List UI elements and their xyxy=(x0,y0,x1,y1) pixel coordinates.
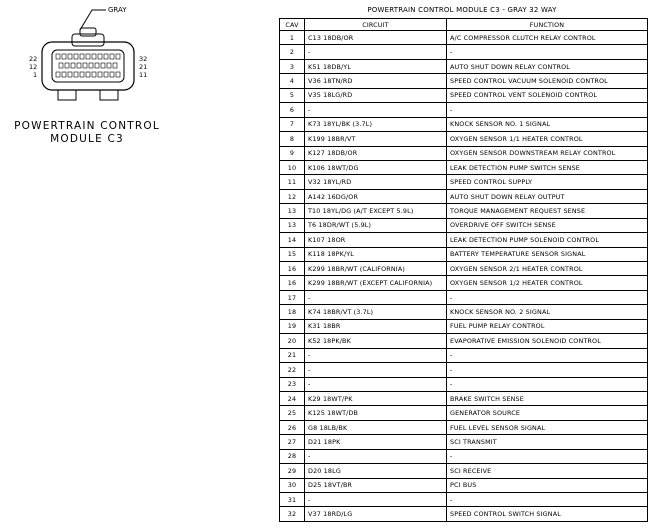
table-row xyxy=(280,363,648,377)
table-row xyxy=(280,435,648,449)
table-row xyxy=(280,31,648,45)
cav-cell: 6 xyxy=(280,103,305,117)
circuit-cell: K107 18OR xyxy=(305,233,447,247)
circuit-cell: V32 18YL/RD xyxy=(305,175,447,189)
cav-cell: 30 xyxy=(280,478,305,492)
circuit-cell: K74 18BR/VT (3.7L) xyxy=(305,305,447,319)
circuit-cell: K73 18YL/BK (3.7L) xyxy=(305,117,447,131)
function-cell: OVERDRIVE OFF SWITCH SENSE xyxy=(447,218,648,232)
function-cell: BRAKE SWITCH SENSE xyxy=(447,391,648,405)
table-row xyxy=(280,74,648,88)
connector-title-line2: MODULE C3 xyxy=(50,133,124,145)
circuit-cell: - xyxy=(305,103,447,117)
function-cell: - xyxy=(447,348,648,362)
function-cell: OXYGEN SENSOR DOWNSTREAM RELAY CONTROL xyxy=(447,146,648,160)
table-row xyxy=(280,305,648,319)
gray-leader-line xyxy=(80,10,106,30)
function-cell: TORQUE MANAGEMENT REQUEST SENSE xyxy=(447,204,648,218)
function-cell: - xyxy=(447,493,648,507)
table-row xyxy=(280,391,648,405)
function-cell: SPEED CONTROL SWITCH SIGNAL xyxy=(447,507,648,521)
cav-cell: 5 xyxy=(280,88,305,102)
cav-cell: 16 xyxy=(280,262,305,276)
cav-cell: 17 xyxy=(280,290,305,304)
cav-cell: 26 xyxy=(280,420,305,434)
pin-label-right-middle: 21 xyxy=(139,63,148,71)
circuit-cell: K29 18WT/PK xyxy=(305,391,447,405)
table-row xyxy=(280,319,648,333)
table-row xyxy=(280,204,648,218)
function-cell: A/C COMPRESSOR CLUTCH RELAY CONTROL xyxy=(447,31,648,45)
circuit-cell: K52 18PK/BK xyxy=(305,334,447,348)
table-row xyxy=(280,59,648,73)
cav-cell: 11 xyxy=(280,175,305,189)
cav-cell: 8 xyxy=(280,132,305,146)
table-row xyxy=(280,45,648,59)
cav-cell: 18 xyxy=(280,305,305,319)
pin-row-bottom xyxy=(56,72,120,77)
cav-cell: 31 xyxy=(280,493,305,507)
cav-cell: 27 xyxy=(280,435,305,449)
circuit-cell: - xyxy=(305,45,447,59)
function-cell: OXYGEN SENSOR 1/1 HEATER CONTROL xyxy=(447,132,648,146)
function-cell: FUEL PUMP RELAY CONTROL xyxy=(447,319,648,333)
connector-drawing xyxy=(0,0,270,200)
circuit-cell: K127 18DB/OR xyxy=(305,146,447,160)
cav-cell: 22 xyxy=(280,363,305,377)
table-row xyxy=(280,233,648,247)
function-cell: SPEED CONTROL VENT SOLENOID CONTROL xyxy=(447,88,648,102)
table-row xyxy=(280,132,648,146)
table-title: POWERTRAIN CONTROL MODULE C3 - GRAY 32 WAY xyxy=(367,6,557,14)
table-row xyxy=(280,507,648,521)
function-cell: AUTO SHUT DOWN RELAY OUTPUT xyxy=(447,189,648,203)
table-row xyxy=(280,420,648,434)
function-cell: - xyxy=(447,449,648,463)
table-row xyxy=(280,146,648,160)
header-function: FUNCTION xyxy=(447,19,648,31)
connector-housing xyxy=(42,42,134,90)
cav-cell: 21 xyxy=(280,348,305,362)
function-cell: - xyxy=(447,290,648,304)
table-row xyxy=(280,348,648,362)
cav-cell: 4 xyxy=(280,74,305,88)
circuit-cell: V36 18TN/RD xyxy=(305,74,447,88)
cav-cell: 16 xyxy=(280,276,305,290)
circuit-cell: V37 18RD/LG xyxy=(305,507,447,521)
table-row xyxy=(280,406,648,420)
cav-cell: 12 xyxy=(280,189,305,203)
function-cell: EVAPORATIVE EMISSION SOLENOID CONTROL xyxy=(447,334,648,348)
circuit-cell: - xyxy=(305,449,447,463)
circuit-cell: - xyxy=(305,348,447,362)
table-header-row xyxy=(280,19,648,31)
table-body xyxy=(280,31,648,522)
cav-cell: 24 xyxy=(280,391,305,405)
circuit-cell: A142 16DG/OR xyxy=(305,189,447,203)
function-cell: SCI TRANSMIT xyxy=(447,435,648,449)
pin-row-top xyxy=(56,54,120,59)
table-row xyxy=(280,276,648,290)
function-cell: SPEED CONTROL VACUUM SOLENOID CONTROL xyxy=(447,74,648,88)
table-row xyxy=(280,247,648,261)
pin-label-right-top: 32 xyxy=(139,55,148,63)
circuit-cell: D21 18PK xyxy=(305,435,447,449)
function-cell: OXYGEN SENSOR 2/1 HEATER CONTROL xyxy=(447,262,648,276)
table-row xyxy=(280,117,648,131)
cav-cell: 1 xyxy=(280,31,305,45)
pin-label-left-bottom: 1 xyxy=(33,71,38,79)
wire-color-label: GRAY xyxy=(108,6,127,14)
table-row xyxy=(280,290,648,304)
connector-diagram xyxy=(0,0,270,200)
cav-cell: 29 xyxy=(280,464,305,478)
function-cell: LEAK DETECTION PUMP SWITCH SENSE xyxy=(447,160,648,174)
pinout-table xyxy=(279,18,648,522)
table-row xyxy=(280,175,648,189)
cav-cell: 23 xyxy=(280,377,305,391)
function-cell: FUEL LEVEL SENSOR SIGNAL xyxy=(447,420,648,434)
circuit-cell: K299 18BR/WT (EXCEPT CALIFORNIA) xyxy=(305,276,447,290)
cav-cell: 10 xyxy=(280,160,305,174)
function-cell: - xyxy=(447,45,648,59)
function-cell: AUTO SHUT DOWN RELAY CONTROL xyxy=(447,59,648,73)
circuit-cell: - xyxy=(305,377,447,391)
circuit-cell: - xyxy=(305,363,447,377)
circuit-cell: K106 18WT/DG xyxy=(305,160,447,174)
table-row xyxy=(280,88,648,102)
header-circuit: CIRCUIT xyxy=(305,19,447,31)
pin-row-middle xyxy=(59,63,117,68)
circuit-cell: - xyxy=(305,290,447,304)
table-row xyxy=(280,464,648,478)
circuit-cell: K51 18DB/YL xyxy=(305,59,447,73)
cav-cell: 19 xyxy=(280,319,305,333)
circuit-cell: K31 18BR xyxy=(305,319,447,333)
function-cell: GENERATOR SOURCE xyxy=(447,406,648,420)
circuit-cell: D25 18VT/BR xyxy=(305,478,447,492)
pin-label-left-top: 22 xyxy=(29,55,38,63)
table-row xyxy=(280,103,648,117)
table-row xyxy=(280,493,648,507)
cav-cell: 13 xyxy=(280,218,305,232)
circuit-cell: K125 18WT/DB xyxy=(305,406,447,420)
pin-label-left-middle: 12 xyxy=(29,63,38,71)
circuit-cell: C13 18DB/OR xyxy=(305,31,447,45)
cav-cell: 3 xyxy=(280,59,305,73)
cav-cell: 25 xyxy=(280,406,305,420)
cav-cell: 15 xyxy=(280,247,305,261)
cav-cell: 20 xyxy=(280,334,305,348)
function-cell: KNOCK SENSOR NO. 2 SIGNAL xyxy=(447,305,648,319)
function-cell: LEAK DETECTION PUMP SOLENOID CONTROL xyxy=(447,233,648,247)
function-cell: - xyxy=(447,103,648,117)
cav-cell: 14 xyxy=(280,233,305,247)
function-cell: BATTERY TEMPERATURE SENSOR SIGNAL xyxy=(447,247,648,261)
function-cell: SPEED CONTROL SUPPLY xyxy=(447,175,648,189)
table-row xyxy=(280,334,648,348)
table-row xyxy=(280,160,648,174)
table-row xyxy=(280,189,648,203)
circuit-cell: - xyxy=(305,493,447,507)
cav-cell: 9 xyxy=(280,146,305,160)
function-cell: PCI BUS xyxy=(447,478,648,492)
cav-cell: 7 xyxy=(280,117,305,131)
circuit-cell: D20 18LG xyxy=(305,464,447,478)
connector-title-line1: POWERTRAIN CONTROL xyxy=(14,120,160,132)
circuit-cell: T6 18DR/WT (5.9L) xyxy=(305,218,447,232)
circuit-cell: K118 18PK/YL xyxy=(305,247,447,261)
cav-cell: 32 xyxy=(280,507,305,521)
cav-cell: 13 xyxy=(280,204,305,218)
circuit-cell: G8 18LB/BK xyxy=(305,420,447,434)
cav-cell: 2 xyxy=(280,45,305,59)
circuit-cell: T10 18YL/DG (A/T EXCEPT 5.9L) xyxy=(305,204,447,218)
table-row xyxy=(280,262,648,276)
function-cell: KNOCK SENSOR NO. 1 SIGNAL xyxy=(447,117,648,131)
header-cav: CAV xyxy=(280,19,305,31)
function-cell: OXYGEN SENSOR 1/2 HEATER CONTROL xyxy=(447,276,648,290)
circuit-cell: K199 18BR/VT xyxy=(305,132,447,146)
circuit-cell: K299 18BR/WT (CALIFORNIA) xyxy=(305,262,447,276)
function-cell: - xyxy=(447,363,648,377)
cav-cell: 28 xyxy=(280,449,305,463)
function-cell: - xyxy=(447,377,648,391)
table-row xyxy=(280,377,648,391)
circuit-cell: V35 18LG/RD xyxy=(305,88,447,102)
pin-label-right-bottom: 11 xyxy=(139,71,148,79)
table-row xyxy=(280,449,648,463)
connector-title xyxy=(12,120,162,146)
table-row xyxy=(280,478,648,492)
function-cell: SCI RECEIVE xyxy=(447,464,648,478)
table-row xyxy=(280,218,648,232)
